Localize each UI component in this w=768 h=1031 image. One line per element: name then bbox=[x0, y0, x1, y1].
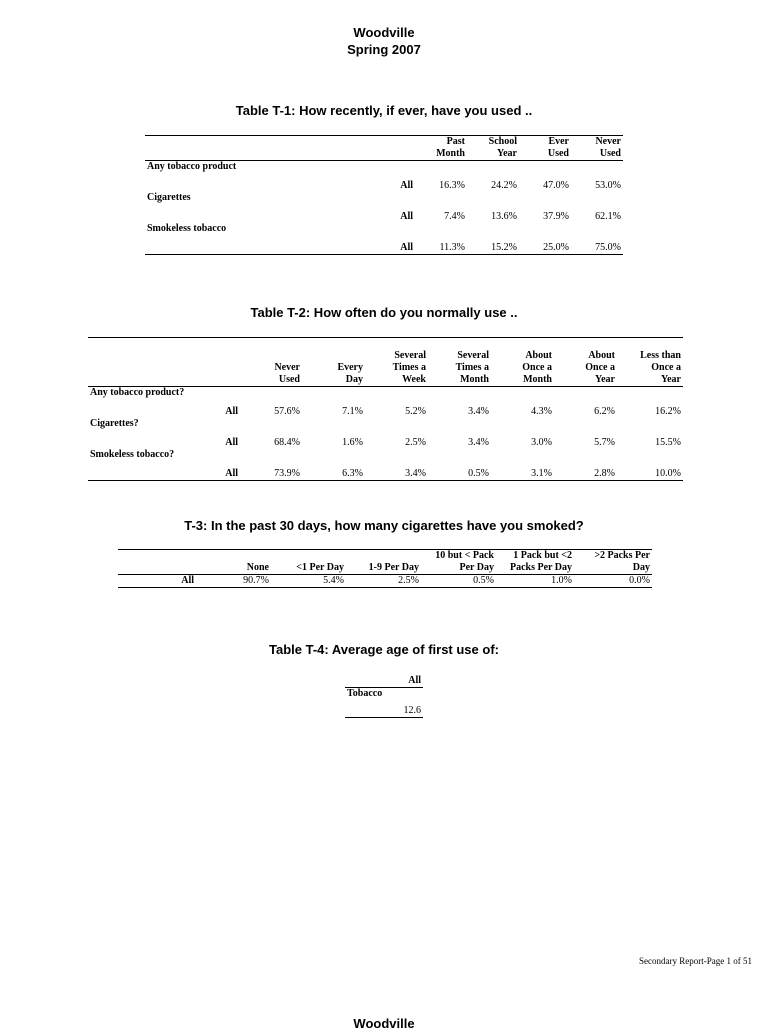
column-header-line: Day bbox=[345, 374, 363, 385]
table-cell: 47.0% bbox=[543, 180, 569, 191]
table-cell: 13.6% bbox=[491, 211, 517, 222]
row-category: Smokeless tobacco? bbox=[90, 449, 175, 460]
table-t1-title: Table T-1: How recently, if ever, have you used .. bbox=[235, 103, 533, 118]
column-header-line: School bbox=[488, 136, 517, 147]
column-header-line: Month bbox=[436, 148, 465, 159]
table-cell: 3.0% bbox=[531, 437, 552, 448]
table-cell: 0.5% bbox=[421, 575, 496, 588]
column-header bbox=[519, 136, 571, 161]
table-cell: 25.0% bbox=[519, 235, 571, 255]
table-cell: 16.3% bbox=[439, 180, 465, 191]
next-page-header: Woodville bbox=[353, 1016, 415, 1031]
table-cell: 0.5% bbox=[428, 461, 491, 481]
column-header-line: Every bbox=[337, 362, 363, 373]
row-group: All bbox=[216, 461, 240, 481]
row-spacer bbox=[88, 461, 216, 481]
page-footer: Secondary Report-Page 1 of 51 bbox=[639, 956, 752, 966]
column-header-line: Times a bbox=[392, 362, 426, 373]
row-category: Smokeless tobacco bbox=[147, 223, 227, 234]
column-header-line: About bbox=[588, 350, 615, 361]
table-t3-title: T-3: In the past 30 days, how many cigarettes have you smoked? bbox=[184, 518, 584, 533]
column-header-line: Past bbox=[446, 136, 465, 147]
column-header-line: Year bbox=[497, 148, 517, 159]
column-header-line: Day bbox=[632, 562, 650, 573]
table-cell: 6.2% bbox=[594, 406, 615, 417]
column-header-line: Once a bbox=[585, 362, 615, 373]
table-t2-title: Table T-2: How often do you normally use .. bbox=[250, 305, 518, 320]
column-header-line: Packs Per Day bbox=[509, 562, 572, 573]
row-group: All bbox=[118, 575, 196, 588]
table-cell: 11.3% bbox=[415, 235, 467, 255]
table-cell: 15.2% bbox=[467, 235, 519, 255]
header-spacer bbox=[375, 136, 415, 161]
column-header bbox=[421, 550, 496, 575]
table-cell: 7.4% bbox=[444, 211, 465, 222]
column-header bbox=[271, 550, 346, 575]
table-cell: 75.0% bbox=[571, 235, 623, 255]
table-cell: 62.1% bbox=[595, 211, 621, 222]
column-header bbox=[365, 338, 428, 387]
table-cell: 6.3% bbox=[302, 461, 365, 481]
header-spacer bbox=[88, 338, 216, 387]
column-header-line: Used bbox=[278, 374, 300, 385]
table-cell: 73.9% bbox=[240, 461, 302, 481]
column-header-line: Used bbox=[599, 148, 621, 159]
table-cell: 0.0% bbox=[574, 575, 652, 588]
column-header-line: Several bbox=[394, 350, 426, 361]
table-cell: 90.7% bbox=[196, 575, 271, 588]
row-group: All bbox=[400, 211, 413, 222]
table-cell: 4.3% bbox=[531, 406, 552, 417]
column-header-line: 1 Pack but <2 bbox=[513, 550, 572, 561]
column-header bbox=[467, 136, 519, 161]
table-cell: 3.4% bbox=[365, 461, 428, 481]
table-cell: 5.4% bbox=[271, 575, 346, 588]
table-t4-category: Tobacco bbox=[347, 688, 383, 699]
column-header-line: Once a bbox=[522, 362, 552, 373]
row-category: Cigarettes? bbox=[90, 418, 139, 429]
column-header-line: Less than bbox=[640, 350, 681, 361]
table-t4-value: 12.6 bbox=[345, 700, 423, 718]
column-header bbox=[428, 338, 491, 387]
column-header bbox=[491, 338, 554, 387]
column-header bbox=[196, 550, 271, 575]
table-t4 bbox=[345, 675, 423, 718]
row-spacer bbox=[88, 399, 216, 418]
column-header bbox=[554, 338, 617, 387]
report-term: Spring 2007 bbox=[347, 42, 421, 57]
table-t2 bbox=[88, 337, 683, 481]
header-spacer bbox=[118, 550, 196, 575]
row-group: All bbox=[225, 437, 238, 448]
column-header bbox=[574, 550, 652, 575]
table-cell: 16.2% bbox=[655, 406, 681, 417]
table-cell: 3.4% bbox=[468, 406, 489, 417]
table-cell: 1.0% bbox=[496, 575, 574, 588]
column-header-line: 10 but < Pack bbox=[435, 550, 494, 561]
table-cell: 53.0% bbox=[595, 180, 621, 191]
column-header bbox=[571, 136, 623, 161]
column-header-line: <1 Per Day bbox=[296, 562, 344, 573]
row-spacer bbox=[88, 430, 216, 449]
table-cell: 5.7% bbox=[594, 437, 615, 448]
table-cell: 10.0% bbox=[617, 461, 683, 481]
column-header-line: Never bbox=[595, 136, 621, 147]
row-group: All bbox=[400, 180, 413, 191]
table-t3 bbox=[118, 549, 652, 588]
column-header-line: Once a bbox=[651, 362, 681, 373]
table-cell: 5.2% bbox=[405, 406, 426, 417]
column-header-line: Week bbox=[402, 374, 426, 385]
table-cell: 3.1% bbox=[491, 461, 554, 481]
row-spacer bbox=[145, 204, 375, 223]
column-header-line: Month bbox=[460, 374, 489, 385]
row-group: All bbox=[225, 406, 238, 417]
row-spacer bbox=[145, 235, 375, 255]
column-header-line: Never bbox=[274, 362, 300, 373]
table-cell: 37.9% bbox=[543, 211, 569, 222]
column-header-line: 1-9 Per Day bbox=[368, 562, 419, 573]
row-category: Cigarettes bbox=[147, 192, 191, 203]
column-header bbox=[302, 338, 365, 387]
header-spacer bbox=[216, 338, 240, 387]
column-header-line: >2 Packs Per bbox=[594, 550, 650, 561]
table-cell: 24.2% bbox=[491, 180, 517, 191]
report-site: Woodville bbox=[353, 25, 415, 40]
row-spacer bbox=[145, 173, 375, 192]
row-category: Any tobacco product bbox=[147, 161, 237, 172]
column-header-line: Several bbox=[457, 350, 489, 361]
table-cell: 3.4% bbox=[468, 437, 489, 448]
column-header-line: Year bbox=[661, 374, 681, 385]
column-header-line: Month bbox=[523, 374, 552, 385]
table-cell: 57.6% bbox=[274, 406, 300, 417]
table-cell: 15.5% bbox=[655, 437, 681, 448]
column-header-line: Times a bbox=[455, 362, 489, 373]
row-group: All bbox=[375, 235, 415, 255]
table-cell: 2.8% bbox=[554, 461, 617, 481]
table-t4-col-header: All bbox=[345, 675, 423, 688]
table-cell: 7.1% bbox=[342, 406, 363, 417]
column-header bbox=[346, 550, 421, 575]
table-cell: 2.5% bbox=[405, 437, 426, 448]
column-header-line: None bbox=[246, 562, 269, 573]
row-category: Any tobacco product? bbox=[90, 387, 185, 398]
table-t1 bbox=[145, 135, 623, 255]
column-header-line: Used bbox=[547, 148, 569, 159]
table-cell: 1.6% bbox=[342, 437, 363, 448]
table-cell: 68.4% bbox=[274, 437, 300, 448]
table-t4-title: Table T-4: Average age of first use of: bbox=[269, 642, 499, 657]
column-header-line: Per Day bbox=[459, 562, 494, 573]
column-header bbox=[496, 550, 574, 575]
column-header-line: Ever bbox=[548, 136, 569, 147]
header-spacer bbox=[145, 136, 375, 161]
column-header bbox=[240, 338, 302, 387]
column-header bbox=[415, 136, 467, 161]
column-header bbox=[617, 338, 683, 387]
table-cell: 2.5% bbox=[346, 575, 421, 588]
column-header-line: Year bbox=[595, 374, 615, 385]
column-header-line: About bbox=[525, 350, 552, 361]
